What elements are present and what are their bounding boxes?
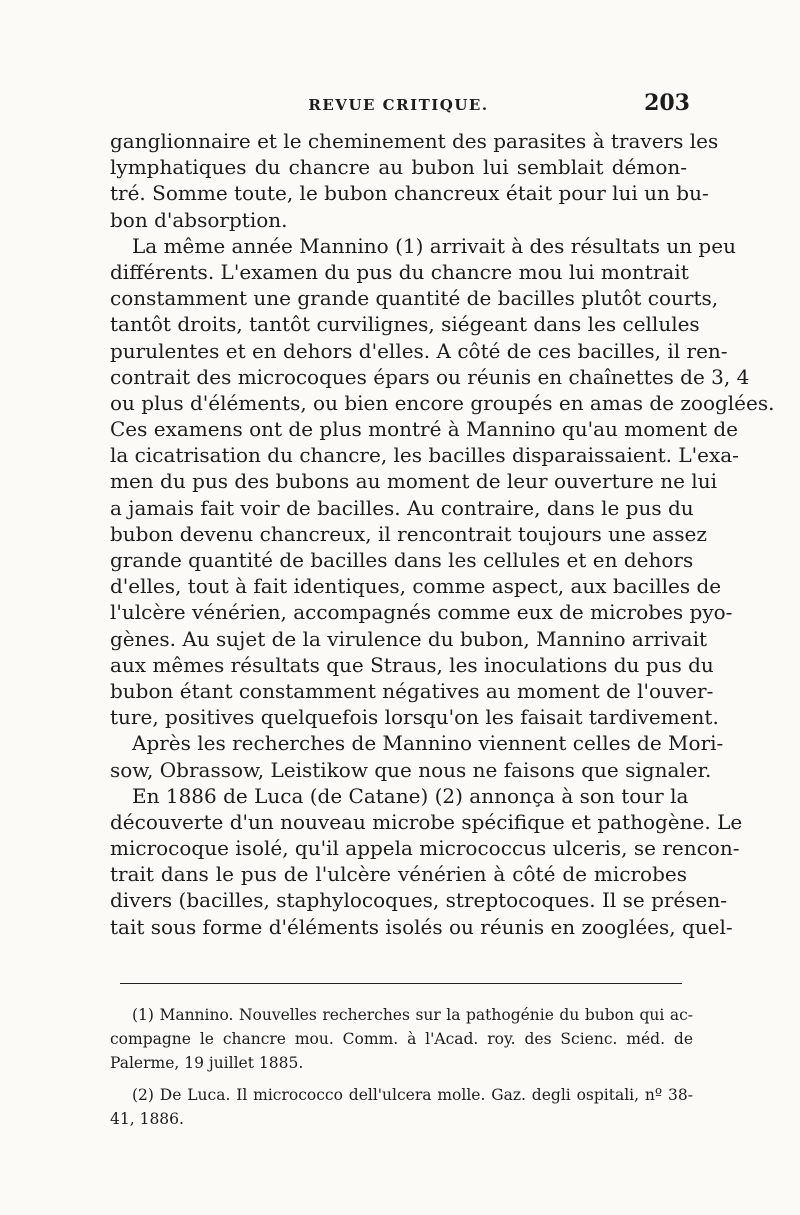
text-line: bon d'absorption. <box>110 207 288 232</box>
text-line: aux mêmes résultats que Straus, les inoculations du pus du <box>110 652 714 677</box>
text-line: tré. Somme toute, le bubon chancreux était pour lui un bu- <box>110 181 709 206</box>
text-line: purulentes et en dehors d'elles. A côté de ces bacilles, il ren- <box>110 338 728 363</box>
text-line: ganglionnaire et le cheminement des parasites à travers les <box>110 129 719 153</box>
text-line: l'ulcère vénérien, accompagnés comme eux de microbes pyo- <box>110 600 733 625</box>
footnote-line: (1) Mannino. Nouvelles recherches sur la pathogénie du bubon qui ac- <box>132 1006 693 1024</box>
text-line: ture, positives quelquefois lorsqu'on les faisait tardivement. <box>110 705 719 730</box>
text-line: tait sous forme d'éléments isolés ou réunis en zooglées, quel- <box>110 914 733 939</box>
running-head <box>110 90 690 124</box>
text-line: bubon devenu chancreux, il rencontrait toujours une assez <box>110 521 707 546</box>
footnote-line: (2) De Luca. Il micrococco dell'ulcera molle. Gaz. degli ospitali, nº 38- <box>132 1086 693 1104</box>
running-title: REVUE CRITIQUE. <box>308 96 489 114</box>
text-line: grande quantité de bacilles dans les cellules et en dehors <box>110 548 694 572</box>
page-number: 203 <box>644 90 690 116</box>
text-line: a jamais fait voir de bacilles. Au contraire, dans le pus du <box>110 495 694 520</box>
footnote-line: compagne le chancre mou. Comm. à l'Acad. roy. des Scienc. méd. de <box>110 1030 693 1048</box>
text-line: découverte d'un nouveau microbe spécifique et pathogène. Le <box>110 809 743 834</box>
text-line: ou plus d'éléments, ou bien encore groupés en amas de zooglées. <box>110 390 775 415</box>
text-line: tantôt droits, tantôt curvilignes, siégeant dans les cellules <box>110 312 700 337</box>
text-line: sow, Obrassow, Leistikow que nous ne faisons que signaler. <box>110 757 712 782</box>
text-line: Ces examens ont de plus montré à Mannino qu'au moment de <box>110 417 738 442</box>
text-line: divers (bacilles, staphylocoques, streptocoques. Il se présen- <box>110 888 728 913</box>
body-text <box>110 128 775 940</box>
text-line: la cicatrisation du chancre, les bacilles disparaissaient. L'exa- <box>110 443 739 468</box>
text-line: microcoque isolé, qu'il appela micrococcus ulceris, se rencon- <box>110 836 740 861</box>
text-line: En 1886 de Luca (de Catane) (2) annonça à son tour la <box>132 783 689 808</box>
footnotes <box>110 1003 693 1131</box>
text-line: lymphatiques du chancre au bubon lui semblait démon- <box>110 155 687 180</box>
text-line: trait dans le pus de l'ulcère vénérien à côté de microbes <box>110 862 687 887</box>
text-line: gènes. Au sujet de la virulence du bubon, Mannino arrivait <box>110 626 708 651</box>
text-line: La même année Mannino (1) arrivait à des résultats un peu <box>132 233 736 258</box>
text-line: d'elles, tout à fait identiques, comme aspect, aux bacilles de <box>110 574 722 599</box>
text-line: men du pus des bubons au moment de leur ouverture ne lui <box>110 469 717 494</box>
footnote-line: Palerme, 19 juillet 1885. <box>110 1054 304 1072</box>
text-line: contrait des microcoques épars ou réunis en chaînettes de 3, 4 <box>110 364 750 389</box>
footnote-line: 41, 1886. <box>110 1110 184 1128</box>
footnote-rule <box>120 983 682 984</box>
text-line: Après les recherches de Mannino viennent celles de Mori- <box>132 731 724 756</box>
text-line: différents. L'examen du pus du chancre mou lui montrait <box>110 259 689 284</box>
text-line: bubon étant constamment négatives au moment de l'ouver- <box>110 678 714 703</box>
text-line: constamment une grande quantité de bacilles plutôt courts, <box>110 286 719 311</box>
